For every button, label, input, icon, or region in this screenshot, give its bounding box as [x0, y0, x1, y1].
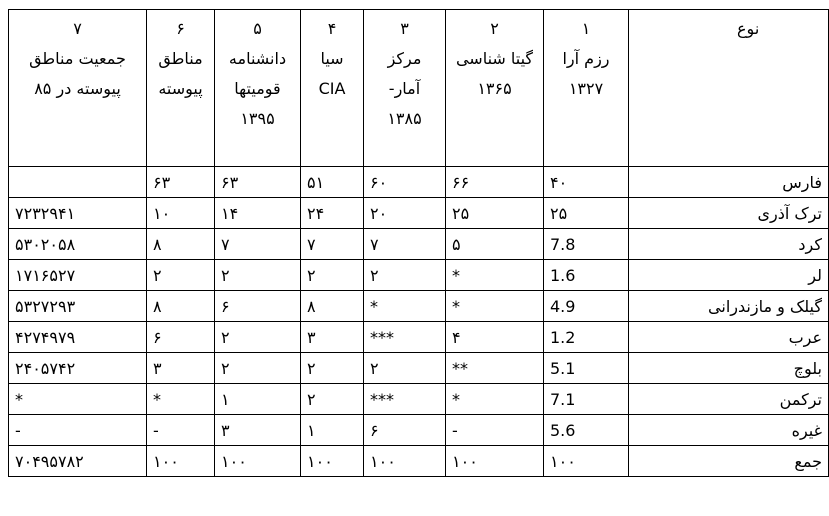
- row-label: لر: [629, 260, 829, 291]
- table-cell: -: [446, 415, 544, 446]
- table-cell: ۷: [215, 229, 301, 260]
- table-cell: ۸: [147, 291, 215, 322]
- table-cell: ۲: [301, 353, 364, 384]
- table-cell: ۱۰۰: [364, 446, 446, 477]
- table-cell: ۵۳۲۷۲۹۳: [9, 291, 147, 322]
- table-cell: ۵: [446, 229, 544, 260]
- header-col-title: گیتا شناسی ۱۳۶۵: [455, 49, 534, 98]
- ethnic-groups-table: [8, 9, 829, 477]
- header-col-number: ۶: [176, 19, 185, 38]
- table-cell: ۶: [215, 291, 301, 322]
- table-cell: ***: [364, 384, 446, 415]
- table-cell: ۵۳۰۲۰۵۸: [9, 229, 147, 260]
- table-cell: 1.6: [544, 260, 629, 291]
- table-cell: 7.1: [544, 384, 629, 415]
- table-row: [9, 415, 829, 446]
- table-cell: ۲: [364, 353, 446, 384]
- row-label: عرب: [629, 322, 829, 353]
- table-cell: ۲۰: [364, 198, 446, 229]
- table-cell: ۲: [215, 322, 301, 353]
- header-type: نوع: [629, 10, 829, 167]
- row-label: ترکمن: [629, 384, 829, 415]
- header-col-1: [544, 10, 629, 167]
- table-cell: ***: [364, 322, 446, 353]
- table-cell: ۷: [301, 229, 364, 260]
- table-cell: ۱۰۰: [301, 446, 364, 477]
- table-cell: ۲۵: [544, 198, 629, 229]
- table-cell: ۳: [301, 322, 364, 353]
- table-row: [9, 384, 829, 415]
- table-cell: ۴۲۷۴۹۷۹: [9, 322, 147, 353]
- table-cell: *: [364, 291, 446, 322]
- table-cell: ۲: [301, 384, 364, 415]
- table-cell: ۲: [147, 260, 215, 291]
- header-col-title: دانشنامه قومیتها ۱۳۹۵: [228, 49, 287, 128]
- table-cell: *: [446, 291, 544, 322]
- table-cell: ۷۰۴۹۵۷۸۲: [9, 446, 147, 477]
- header-col-2: [446, 10, 544, 167]
- table-cell: ۱: [301, 415, 364, 446]
- table-cell: ۶۳: [215, 167, 301, 198]
- row-label: جمع: [629, 446, 829, 477]
- table-cell: 4.9: [544, 291, 629, 322]
- header-col-title: مناطق پیوسته: [158, 49, 203, 98]
- table-cell: [9, 167, 147, 198]
- table-cell: 1.2: [544, 322, 629, 353]
- table-cell: ۲: [364, 260, 446, 291]
- table-row: [9, 353, 829, 384]
- table-cell: ۲: [215, 353, 301, 384]
- header-col-title: جمعیت مناطق پیوسته در ۸۵: [29, 49, 126, 98]
- table-cell: ۱۷۱۶۵۲۷: [9, 260, 147, 291]
- table-cell: ۶: [147, 322, 215, 353]
- table-cell: ۵۱: [301, 167, 364, 198]
- table-cell: ۲: [215, 260, 301, 291]
- header-col-number: ۲: [490, 19, 499, 38]
- table-cell: ۱۰۰: [147, 446, 215, 477]
- table-cell: 5.6: [544, 415, 629, 446]
- table-cell: -: [9, 415, 147, 446]
- header-col-4: [301, 10, 364, 167]
- table-cell: *: [446, 384, 544, 415]
- table-cell: ۶۰: [364, 167, 446, 198]
- table-cell: ۱۰۰: [544, 446, 629, 477]
- header-col-title: مرکز آمار- ۱۳۸۵: [387, 49, 422, 128]
- table-cell: -: [147, 415, 215, 446]
- table-cell: ۷: [364, 229, 446, 260]
- header-col-number: ۳: [400, 19, 409, 38]
- table-row: [9, 446, 829, 477]
- row-label: غیره: [629, 415, 829, 446]
- row-label: بلوچ: [629, 353, 829, 384]
- header-col-title: رزم آرا ۱۳۲۷: [562, 49, 610, 98]
- table-cell: ۳: [215, 415, 301, 446]
- table-row: [9, 291, 829, 322]
- table-cell: ۷۲۳۲۹۴۱: [9, 198, 147, 229]
- table-cell: ۱۰۰: [215, 446, 301, 477]
- header-col-3: [364, 10, 446, 167]
- table-row: [9, 322, 829, 353]
- header-col-7: [9, 10, 147, 167]
- table-row: [9, 229, 829, 260]
- header-col-number: ۵: [253, 19, 262, 38]
- row-label: کرد: [629, 229, 829, 260]
- header-col-number: ۴: [327, 19, 337, 38]
- table-cell: ۲: [301, 260, 364, 291]
- table-cell: ۴۰: [544, 167, 629, 198]
- table-row: [9, 167, 829, 198]
- header-col-number: ۱: [581, 19, 591, 38]
- table-cell: ۲۴: [301, 198, 364, 229]
- table-body: [9, 167, 829, 477]
- table-cell: *: [9, 384, 147, 415]
- table-cell: ۳: [147, 353, 215, 384]
- row-label: گیلک و مازندرانی: [629, 291, 829, 322]
- table-cell: ۱۰۰: [446, 446, 544, 477]
- header-row: [9, 10, 829, 167]
- table-cell: ۱: [215, 384, 301, 415]
- table-cell: ۶۶: [446, 167, 544, 198]
- table-cell: *: [147, 384, 215, 415]
- table-cell: **: [446, 353, 544, 384]
- table-cell: ۶۳: [147, 167, 215, 198]
- header-col-5: [215, 10, 301, 167]
- table-cell: 7.8: [544, 229, 629, 260]
- table-cell: *: [446, 260, 544, 291]
- table-cell: ۱۴: [215, 198, 301, 229]
- table-cell: ۲۵: [446, 198, 544, 229]
- table-cell: ۲۴۰۵۷۴۲: [9, 353, 147, 384]
- table-cell: 5.1: [544, 353, 629, 384]
- row-label: فارس: [629, 167, 829, 198]
- row-label: ترک آذری: [629, 198, 829, 229]
- table-cell: ۶: [364, 415, 446, 446]
- table-cell: ۴: [446, 322, 544, 353]
- header-col-title: سیا CIA: [318, 49, 346, 98]
- table-cell: ۱۰: [147, 198, 215, 229]
- header-col-6: [147, 10, 215, 167]
- header-col-number: ۷: [73, 19, 82, 38]
- table-cell: ۸: [147, 229, 215, 260]
- table-row: [9, 260, 829, 291]
- table-cell: ۸: [301, 291, 364, 322]
- table-row: [9, 198, 829, 229]
